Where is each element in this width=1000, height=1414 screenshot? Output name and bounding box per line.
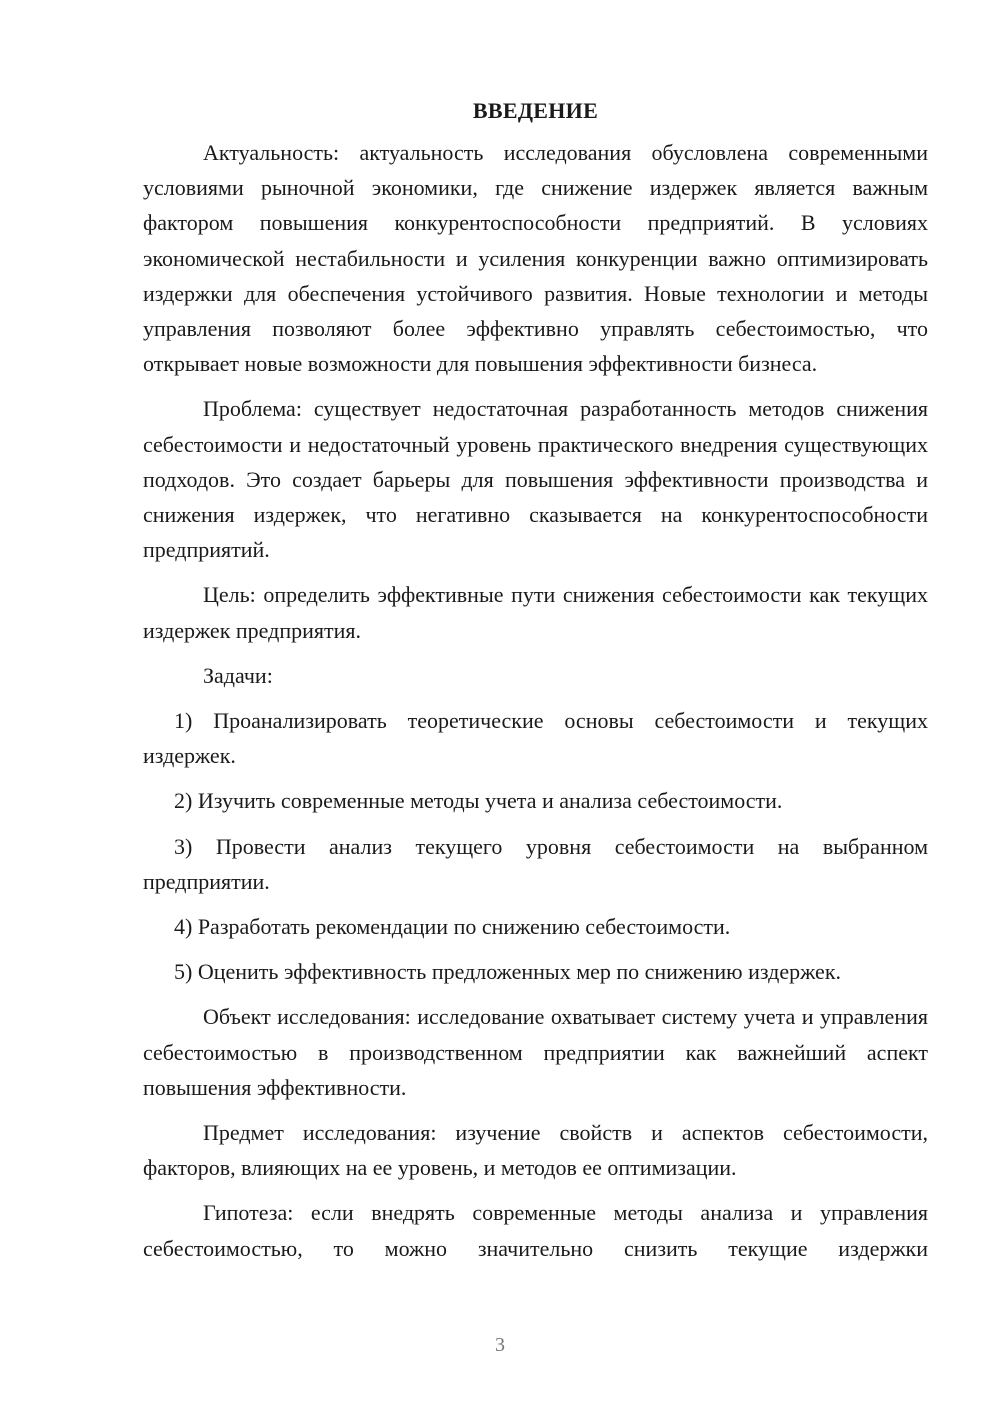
page-content	[143, 95, 928, 1266]
tasks-title: Задачи:	[203, 662, 273, 688]
section-heading: ВВЕДЕНИЕ	[472, 98, 599, 123]
task-item-1: 1) Проанализировать теоретические основы себестоимости и текущих издержек.	[143, 708, 928, 769]
task-item-2: 2) Изучить современные методы учета и анализа себестоимости.	[174, 788, 783, 814]
paragraph-object: Объект исследования: исследование охватывает систему учета и управления себестоимостью в производственном предприятии как важнейший аспект повышения эффективности.	[143, 1004, 928, 1100]
paragraph-hypothesis: Гипотеза: если внедрять современные методы анализа и управления себестоимостью, то можно значительно снизить текущие издержки	[143, 1200, 928, 1261]
task-item-3: 3) Провести анализ текущего уровня себестоимости на выбранном предприятии.	[143, 833, 928, 894]
paragraph-problem: Проблема: существует недостаточная разработанность методов снижения себестоимости и недостаточный уровень практического внедрения существующих подходов. Это создает барьеры для повышения эффективности производства и снижения издержек, что негативно сказывается на конкурентоспособности предприятий.	[143, 396, 928, 563]
paragraph-subject: Предмет исследования: изучение свойств и аспектов себестоимости, факторов, влияющих на ее уровень, и методов ее оптимизации.	[143, 1120, 928, 1181]
paragraph-relevance: Актуальность: актуальность исследования обусловлена современными условиями рыночной экономики, где снижение издержек является важным фактором повышения конкурентоспособности предприятий. В условиях экономической нестабильности и усиления конкуренции важно оптимизировать издержки для обеспечения устойчивого развития. Новые технологии и методы управления позволяют более эффективно управлять себестоимостью, что открывает новые возможности для повышения эффективности бизнеса.	[143, 140, 928, 377]
task-item-4: 4) Разработать рекомендации по снижению себестоимости.	[174, 914, 731, 940]
paragraph-goal: Цель: определить эффективные пути снижения себестоимости как текущих издержек предприятия.	[143, 582, 928, 643]
page-number: 3	[495, 1334, 505, 1356]
task-item-5: 5) Оценить эффективность предложенных мер по снижению издержек.	[174, 959, 842, 985]
